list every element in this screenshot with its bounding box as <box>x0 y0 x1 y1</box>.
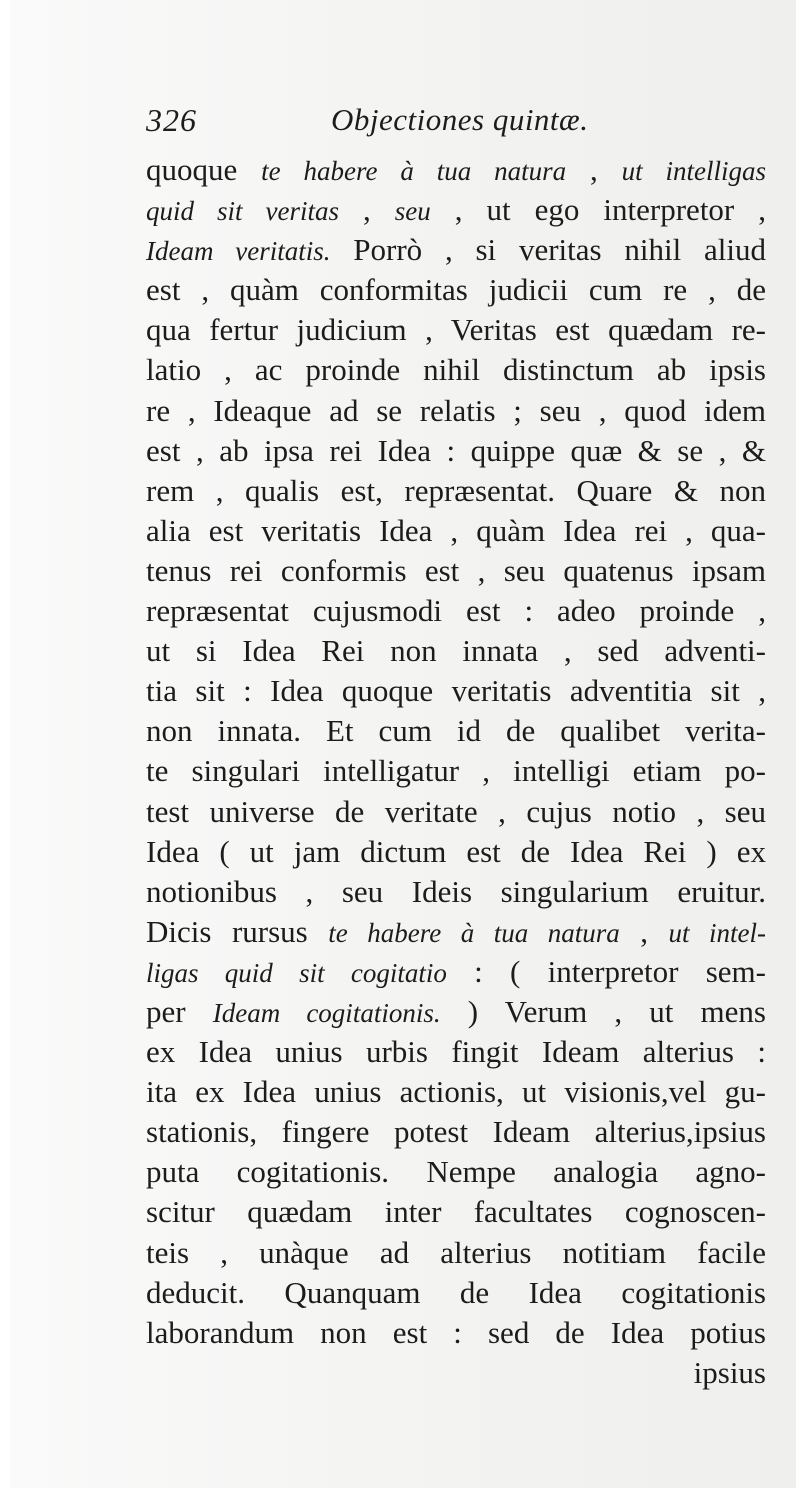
italic-text-segment: te habere à tua natura <box>328 917 620 948</box>
text-line <box>146 270 766 310</box>
text-segment: latio , ac proinde nihil distinctum ab ipsis <box>146 352 766 388</box>
text-segment: rem , qualis est, repræsentat. Quare & non <box>146 472 766 508</box>
running-title: Objectiones quintæ. <box>331 102 589 137</box>
text-line <box>146 1112 766 1152</box>
text-segment: ipsius <box>693 1354 766 1390</box>
text-line <box>146 751 766 791</box>
text-line <box>146 471 766 511</box>
italic-text-segment: ligas quid sit cogitatio <box>146 957 447 988</box>
text-line <box>146 190 766 230</box>
page-header <box>146 96 766 146</box>
text-line <box>146 391 766 431</box>
text-segment: quoque <box>146 152 262 187</box>
text-segment: per <box>146 993 213 1029</box>
italic-text-segment: quid sit veritas <box>146 196 340 227</box>
text-line <box>146 952 766 992</box>
text-line <box>146 1233 766 1273</box>
text-segment: Dicis rursus <box>146 913 329 949</box>
text-segment: scitur quædam inter facultates cognoscen- <box>146 1194 766 1230</box>
text-segment: repræsentat cujusmodi est : adeo proinde , <box>146 593 766 629</box>
text-segment: , <box>566 152 622 187</box>
text-segment: Porrò , si veritas nihil aliud <box>330 232 766 268</box>
text-segment: tia sit : Idea quoque veritatis adventitia sit , <box>146 673 766 709</box>
text-line <box>146 150 766 190</box>
text-segment: ex Idea unius urbis fingit Ideam alterius : <box>146 1034 766 1070</box>
text-line <box>146 1313 766 1353</box>
text-line <box>146 431 766 471</box>
text-segment: test universe de veritate , cujus notio , seu <box>146 793 766 829</box>
text-segment: alia est veritatis Idea , quàm Idea rei , qua- <box>146 512 766 548</box>
italic-text-segment: Ideam cogitationis. <box>212 997 441 1028</box>
text-line <box>146 1072 766 1112</box>
text-line <box>146 631 766 671</box>
text-line <box>146 230 766 270</box>
text-segment: teis , unàque ad alterius notitiam facile <box>146 1234 766 1270</box>
text-line <box>146 591 766 631</box>
text-segment: re , Ideaque ad se relatis ; seu , quod idem <box>146 392 766 428</box>
page-number: 326 <box>146 102 197 138</box>
text-line <box>146 792 766 832</box>
italic-text-segment: ut intel- <box>668 917 767 948</box>
text-segment: ) Verum , ut mens <box>440 993 766 1029</box>
text-line <box>146 350 766 390</box>
text-segment: Idea ( ut jam dictum est de Idea Rei ) ex <box>146 833 766 869</box>
text-line <box>146 1032 766 1072</box>
italic-text-segment: Ideam veritatis. <box>146 236 331 267</box>
text-line <box>146 992 766 1032</box>
text-segment: , <box>619 913 669 949</box>
text-segment: est , quàm conformitas judicii cum re , de <box>146 272 766 308</box>
text-segment: qua fertur judicium , Veritas est quædam re- <box>146 312 766 348</box>
text-line <box>146 1192 766 1232</box>
text-segment: non innata. Et cum id de qualibet verita- <box>146 713 766 749</box>
text-segment: notionibus , seu Ideis singularium eruitur. <box>146 873 766 909</box>
text-segment: est , ab ipsa rei Idea : quippe quæ & se , & <box>146 432 766 468</box>
body-text <box>146 150 766 1393</box>
text-line <box>146 872 766 912</box>
italic-text-segment: te habere à tua natura <box>261 156 567 186</box>
text-line <box>146 912 766 952</box>
text-segment: ita ex Idea unius actionis, ut visionis,vel gu- <box>146 1074 766 1110</box>
text-line <box>146 310 766 350</box>
text-segment: deducit. Quanquam de Idea cogitationis <box>146 1274 766 1310</box>
text-segment: , <box>339 192 395 228</box>
text-line <box>146 711 766 751</box>
text-segment: , ut ego interpretor , <box>430 192 767 228</box>
text-segment: ut si Idea Rei non innata , sed adventi- <box>146 633 766 669</box>
text-line <box>146 1353 766 1393</box>
text-line <box>146 511 766 551</box>
text-segment: stationis, fingere potest Ideam alterius,ipsius <box>146 1114 766 1150</box>
text-segment: laborandum non est : sed de Idea potius <box>146 1314 766 1350</box>
text-line <box>146 1273 766 1313</box>
text-segment: tenus rei conformis est , seu quatenus ipsam <box>146 552 766 588</box>
italic-text-segment: ut intelligas <box>621 156 767 186</box>
text-segment: te singulari intelligatur , intelligi etiam po- <box>146 753 766 789</box>
text-line <box>146 551 766 591</box>
text-line <box>146 832 766 872</box>
text-line <box>146 671 766 711</box>
page-margin-strip <box>0 0 10 1488</box>
text-segment: : ( interpretor sem- <box>446 953 766 989</box>
text-line <box>146 1152 766 1192</box>
text-segment: puta cogitationis. Nempe analogia agno- <box>146 1154 766 1190</box>
italic-text-segment: seu <box>394 196 431 227</box>
